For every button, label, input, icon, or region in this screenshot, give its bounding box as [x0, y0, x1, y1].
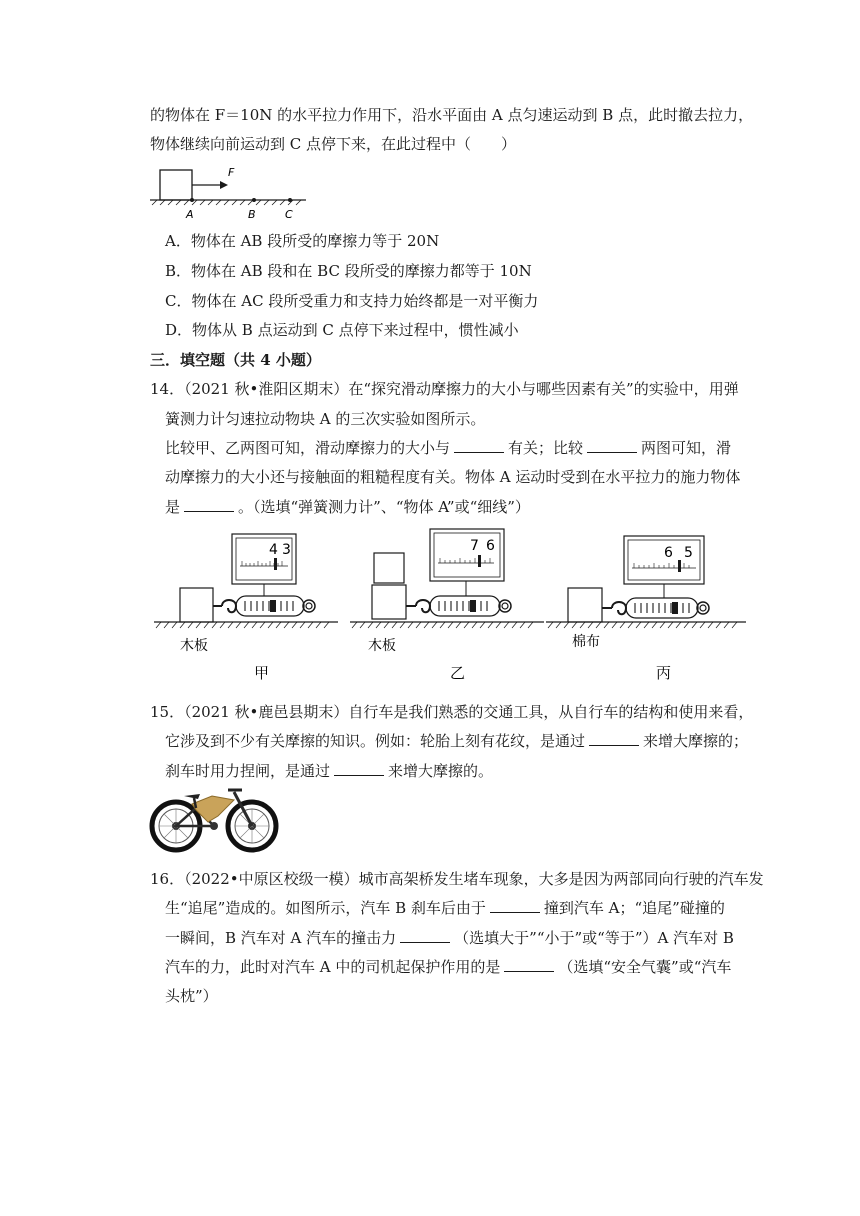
tick-label-left: 7	[470, 538, 479, 554]
panel-caption: 甲	[254, 664, 270, 682]
q16-line-4	[165, 956, 731, 978]
q16-line-3b: （选填大于”“小于”或“等于”）A 汽车对 B	[454, 929, 734, 947]
q14-line-5	[165, 496, 530, 518]
tick-label-right: 3	[282, 542, 291, 558]
q13-line-2: 物体继续向前运动到 C 点停下来，在此过程中（ ）	[150, 135, 517, 153]
surface-label: 木板	[180, 638, 208, 654]
q16-line-5: 头枕”）	[165, 987, 218, 1005]
q13-line-1: 的物体在 F＝10N 的水平拉力作用下，沿水平面由 A 点匀速运动到 B 点，此时撤去拉力，	[150, 106, 754, 124]
q14-line-3c: 两图可知，滑	[641, 439, 732, 457]
answer-blank[interactable]	[400, 928, 450, 943]
answer-blank[interactable]	[490, 898, 540, 913]
block-a	[568, 588, 602, 622]
panel-yi	[350, 529, 544, 682]
q14-line-5a: 是	[165, 498, 181, 516]
q14-line-5b: 。（选填“弹簧测力计”、“物体 A”或“细线”）	[238, 498, 530, 516]
point-a-label: A	[186, 208, 194, 221]
q13-option-d: D．物体从 B 点运动到 C 点停下来过程中，惯性减小	[165, 321, 519, 339]
point-c-label: C	[285, 208, 293, 221]
q13-option-b: B．物体在 AB 段和在 BC 段所受的摩擦力都等于 10N	[165, 262, 532, 280]
answer-blank[interactable]	[504, 957, 554, 972]
q14-line-1: 14．（2021 秋•淮阳区期末）在“探究滑动摩擦力的大小与哪些因素有关”的实验中，用弹	[150, 380, 739, 398]
bicycle-image	[148, 782, 280, 854]
q13-figure	[148, 162, 313, 222]
panel-caption: 乙	[450, 664, 466, 682]
q16-line-1: 16．（2022•中原区校级一模）城市高架桥发生堵车现象，大多是因为两部同向行驶的汽车发	[150, 870, 764, 888]
panel-jia	[154, 534, 338, 682]
answer-blank[interactable]	[184, 497, 234, 512]
point-b-label: B	[248, 208, 256, 221]
tick-label-right: 6	[486, 538, 495, 554]
q14-line-3b: 有关；比较	[508, 439, 584, 457]
q15-line-2a: 它涉及到不少有关摩擦的知识。例如：轮胎上刻有花纹，是通过	[165, 732, 586, 750]
section-title: 三．填空题（共 4 小题）	[150, 351, 321, 369]
panel-bing	[546, 536, 746, 682]
q16-line-2b: 撞到汽车 A；“追尾”碰撞的	[543, 899, 725, 917]
q15-line-3	[165, 760, 493, 782]
q14-line-4: 动摩擦力的大小还与接触面的粗糙程度有关。物体 A 运动时受到在水平拉力的施力物体	[165, 468, 741, 486]
q14-line-3a: 比较甲、乙两图可知，滑动摩擦力的大小与	[165, 439, 451, 457]
block-on-top	[374, 553, 404, 583]
q16-line-2a: 生“追尾”造成的。如图所示，汽车 B 刹车后由于	[165, 899, 486, 917]
q14-figure	[150, 528, 750, 683]
q16-line-4a: 汽车的力，此时对汽车 A 中的司机起保护作用的是	[165, 958, 501, 976]
q15-line-1: 15．（2021 秋•鹿邑县期末）自行车是我们熟悉的交通工具，从自行车的结构和使用来看，	[150, 703, 754, 721]
q13-option-c: C．物体在 AC 段所受重力和支持力始终都是一对平衡力	[165, 292, 539, 310]
tick-label-left: 6	[664, 545, 673, 561]
q14-line-3	[165, 437, 731, 459]
q15-line-3a: 刹车时用力捏闸，是通过	[165, 762, 331, 780]
q15-line-3b: 来增大摩擦的。	[388, 762, 494, 780]
q16-line-2	[165, 897, 725, 919]
tick-label-left: 4	[269, 542, 278, 558]
surface-label: 棉布	[572, 634, 600, 650]
scale-dial	[430, 529, 504, 581]
surface-label: 木板	[368, 638, 396, 654]
spring-scale	[626, 598, 698, 618]
answer-blank[interactable]	[454, 438, 504, 453]
force-label: F	[228, 166, 235, 179]
q15-line-2	[165, 730, 748, 752]
q16-line-3	[165, 927, 734, 949]
panel-caption: 丙	[656, 664, 672, 682]
block-a	[372, 585, 406, 619]
q15-line-2b: 来增大摩擦的；	[643, 732, 749, 750]
answer-blank[interactable]	[587, 438, 637, 453]
q16-line-4b: （选填“安全气囊”或“汽车	[558, 958, 732, 976]
spring-scale	[430, 596, 500, 616]
q16-line-3a: 一瞬间，B 汽车对 A 汽车的撞击力	[165, 929, 397, 947]
answer-blank[interactable]	[589, 731, 639, 746]
q13-option-a: A．物体在 AB 段所受的摩擦力等于 20N	[165, 232, 440, 250]
answer-blank[interactable]	[334, 761, 384, 776]
block-a	[180, 588, 213, 622]
tick-label-right: 5	[684, 545, 693, 561]
q14-line-2: 簧测力计匀速拉动物块 A 的三次实验如图所示。	[165, 410, 486, 428]
block	[160, 170, 192, 200]
